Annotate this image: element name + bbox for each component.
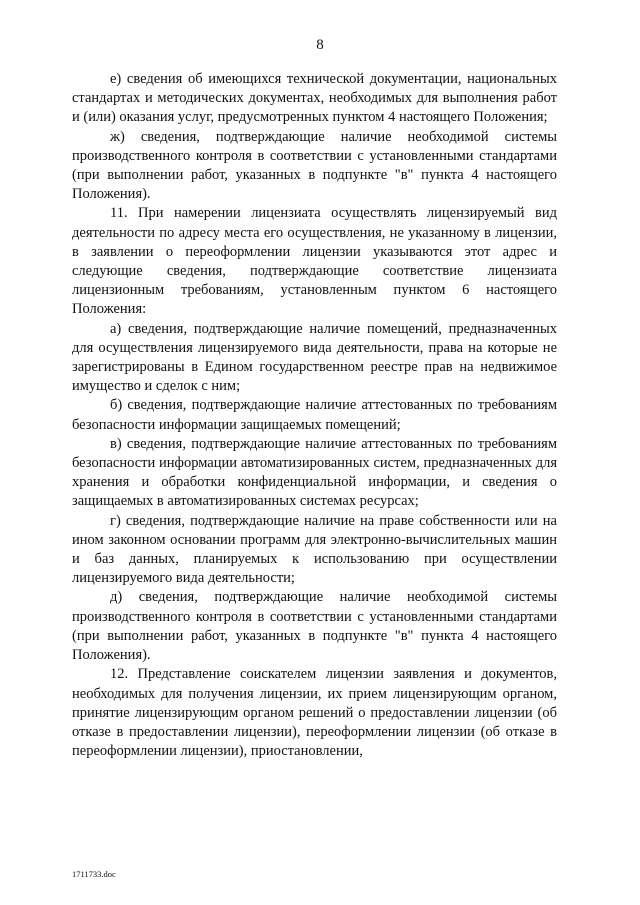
paragraph-a-premises: а) сведения, подтверждающие наличие помещений, предназначенных для осуществления лицензируемого вида деятельности, права на которые не зарегистрированы в Едином государственном реестре прав на недвижимое имущество и сделок с ним; (72, 320, 557, 395)
paragraph-d-production-control: д) сведения, подтверждающие наличие необходимой системы производственного контроля в соответствии с установленными стандартами (при выполнении работ, указанных в подпункте "в" пункта 4 настоящего Положения). (72, 589, 557, 664)
document-body (72, 70, 557, 761)
paragraph-v-automated-systems: в) сведения, подтверждающие наличие аттестованных по требованиям безопасности информации автоматизированных систем, предназначенных для хранения и обработки конфиденциальной информации, и сведения о защищаемых в автоматизированных системах ресурсах; (72, 435, 557, 510)
paragraph-g-software-databases: г) сведения, подтверждающие наличие на праве собственности или на ином законном основании программ для электронно-вычислительных машин и баз данных, планируемых к использованию при осуществлении лицензируемого вида деятельности; (72, 512, 557, 587)
paragraph-zh-production-control: ж) сведения, подтверждающие наличие необходимой системы производственного контроля в соответствии с установленными стандартами (при выполнении работ, указанных в подпункте "в" пункта 4 настоящего Положения). (72, 128, 557, 203)
file-reference: 1711733.doc (72, 869, 116, 879)
paragraph-11-address-change: 11. При намерении лицензиата осуществлять лицензируемый вид деятельности по адресу места его осуществления, не указанному в лицензии, в заявлении о переоформлении лицензии указываются этот адрес и следующие сведения, подтверждающие соответствие лицензиата лицензионным требованиям, установленным пунктом 6 настоящего Положения: (72, 205, 557, 318)
paragraph-12-application-submission: 12. Представление соискателем лицензии заявления и документов, необходимых для получения лицензии, их прием лицензирующим органом, принятие лицензирующим органом решений о предоставлении лицензии (об отказе в предоставлении лицензии), переоформлении лицензии (об отказе в переоформлении лицензии), приостановлении, (72, 666, 557, 760)
paragraph-b-certified-premises: б) сведения, подтверждающие наличие аттестованных по требованиям безопасности информации защищаемых помещений; (72, 397, 557, 433)
page-number: 8 (316, 37, 324, 53)
paragraph-e-technical-docs: е) сведения об имеющихся технической документации, национальных стандартах и методических документах, необходимых для выполнения работ и (или) оказания услуг, предусмотренных пунктом 4 настоящего Положения; (72, 71, 557, 126)
